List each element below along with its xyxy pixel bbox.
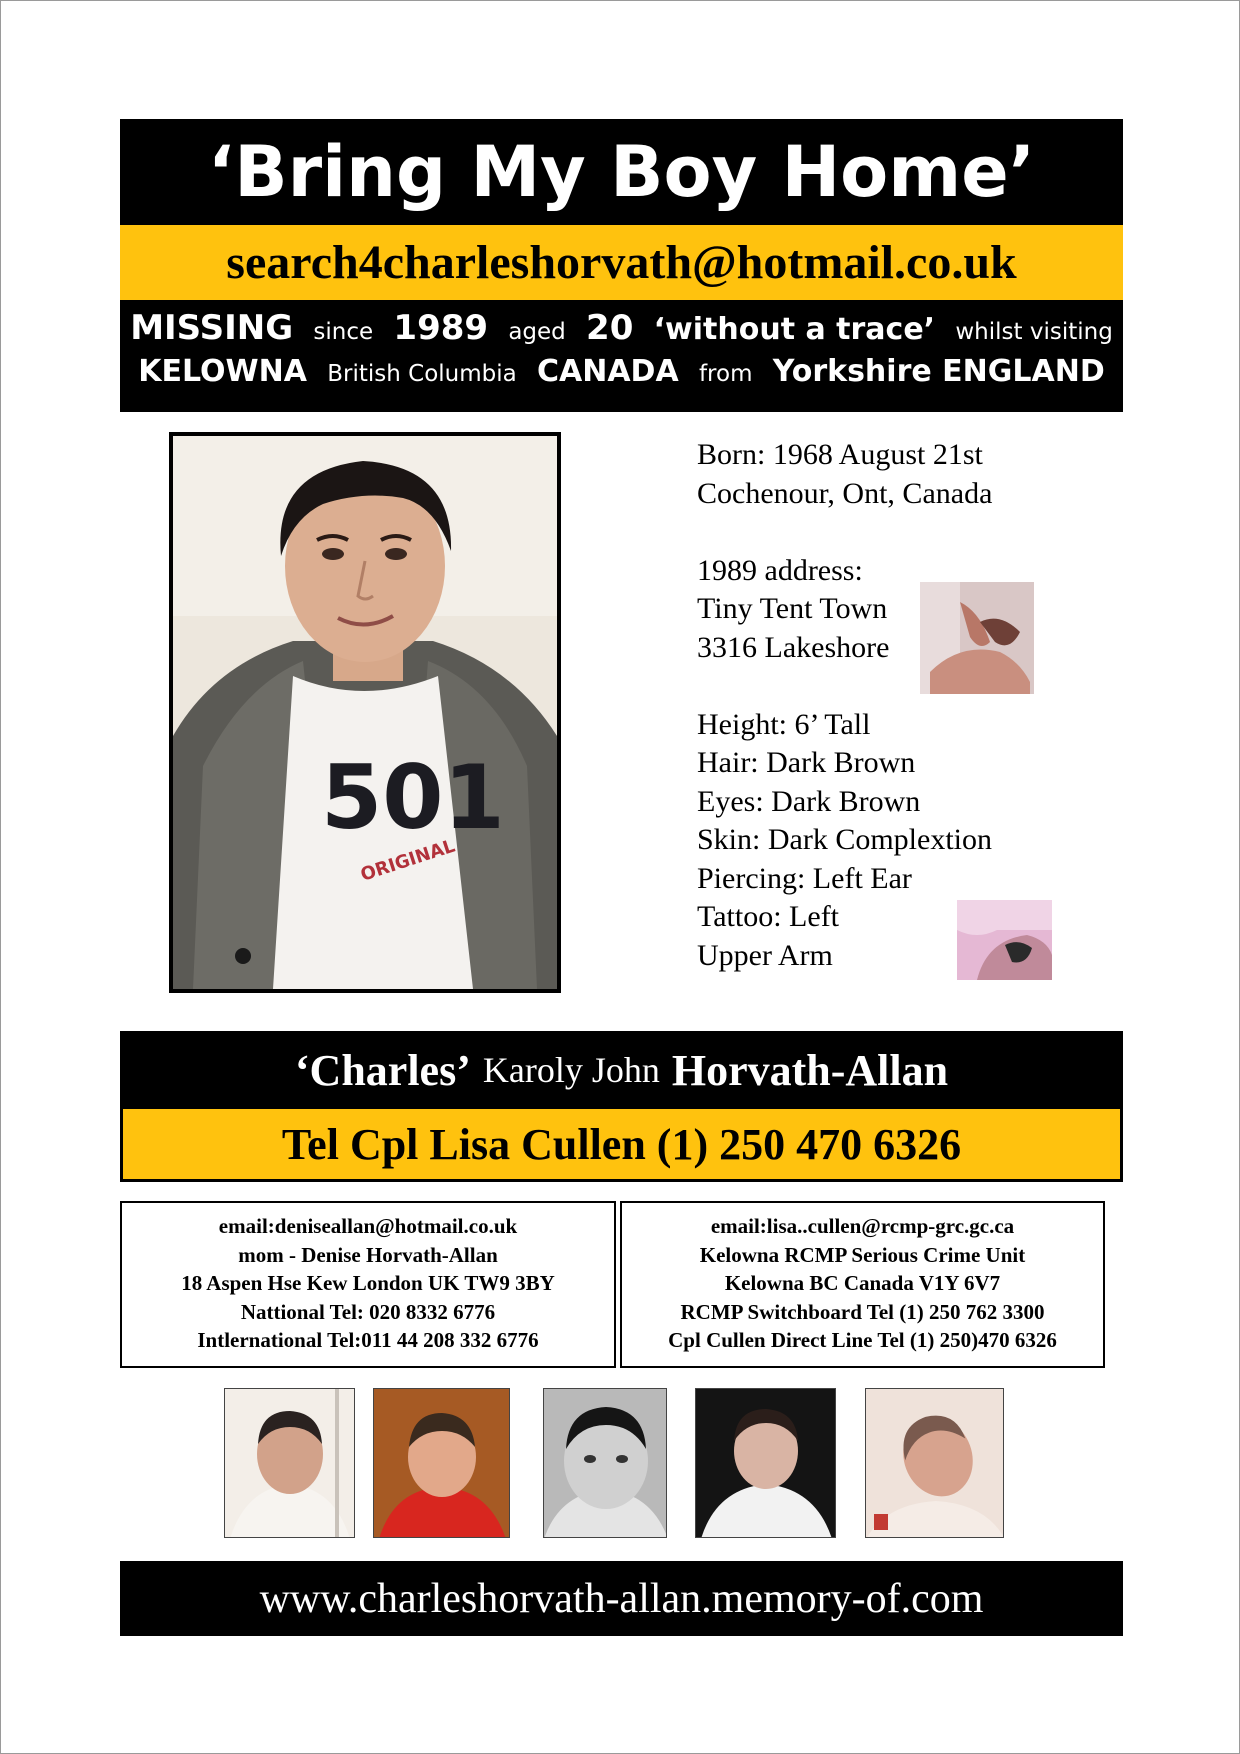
family-address: 18 Aspen Hse Kew London UK TW9 3BY bbox=[181, 1271, 555, 1296]
origin-text: Yorkshire ENGLAND bbox=[772, 354, 1105, 389]
portrait-photo bbox=[169, 432, 561, 993]
address-line-2: 3316 Lakeshore bbox=[697, 630, 890, 664]
province-text: British Columbia bbox=[327, 361, 517, 387]
snapshot-photo-4 bbox=[695, 1388, 836, 1538]
aged-word: aged bbox=[508, 319, 566, 345]
country-text: CANADA bbox=[537, 354, 679, 389]
police-address: Kelowna BC Canada V1Y 6V7 bbox=[724, 1271, 1001, 1296]
police-contact-box bbox=[620, 1201, 1105, 1368]
poster-title bbox=[120, 119, 1123, 225]
full-name-banner bbox=[120, 1031, 1123, 1109]
family-email[interactable]: email:deniseallan@hotmail.co.uk bbox=[218, 1214, 518, 1238]
police-direct-line: Cpl Cullen Direct Line Tel (1) 250)470 6326 bbox=[668, 1328, 1057, 1353]
tattoo-value-1: Tattoo: Left bbox=[697, 900, 840, 933]
hands-photo bbox=[920, 582, 1034, 694]
whilst-visiting-text: whilst visiting bbox=[955, 319, 1113, 345]
missing-summary bbox=[120, 300, 1123, 412]
family-name: mom - Denise Horvath-Allan bbox=[238, 1242, 498, 1267]
tattoo-value-2: Upper Arm bbox=[697, 938, 833, 972]
family-contact-box bbox=[120, 1201, 616, 1368]
personal-details bbox=[697, 436, 992, 975]
police-unit: Kelowna RCMP Serious Crime Unit bbox=[699, 1242, 1026, 1267]
hair-value: Hair: Dark Brown bbox=[697, 746, 916, 779]
skin-value: Skin: Dark Complextion bbox=[697, 823, 992, 856]
born-place: Cochenour, Ont, Canada bbox=[697, 476, 993, 510]
shirt-501-text: 501 bbox=[321, 746, 505, 849]
eyes-value: Eyes: Dark Brown bbox=[697, 784, 921, 818]
since-word: since bbox=[313, 319, 374, 345]
from-word: from bbox=[698, 361, 753, 387]
website-banner bbox=[120, 1561, 1123, 1636]
snapshot-photo-2 bbox=[373, 1388, 510, 1538]
contact-email-banner bbox=[120, 225, 1123, 300]
family-international-tel: Intlernational Tel:011 44 208 332 6776 bbox=[197, 1328, 539, 1353]
telephone-text: Tel Cpl Lisa Cullen (1) 250 470 6326 bbox=[281, 1119, 962, 1169]
title-text: ‘Bring My Boy Home’ bbox=[207, 131, 1036, 213]
missing-word: MISSING bbox=[130, 308, 294, 348]
name-nickname: ‘Charles’ bbox=[294, 1045, 471, 1095]
missing-age: 20 bbox=[586, 308, 634, 348]
snapshot-photo-1 bbox=[224, 1388, 355, 1538]
address-label: 1989 address: bbox=[697, 553, 863, 587]
telephone-banner bbox=[120, 1109, 1123, 1182]
missing-line-2 bbox=[120, 354, 1123, 389]
born-date: Born: 1968 August 21st bbox=[697, 438, 983, 471]
piercing-value: Piercing: Left Ear bbox=[697, 861, 912, 895]
name-surname: Horvath-Allan bbox=[671, 1045, 949, 1095]
name-middle: Karoly John bbox=[482, 1050, 660, 1090]
portrait-illustration bbox=[173, 436, 557, 989]
website-url[interactable]: www.charleshorvath-allan.memory-of.com bbox=[259, 1575, 984, 1622]
snapshot-photo-3 bbox=[543, 1388, 667, 1538]
family-national-tel: Nattional Tel: 020 8332 6776 bbox=[240, 1299, 496, 1324]
missing-line-1 bbox=[120, 308, 1123, 348]
police-switchboard: RCMP Switchboard Tel (1) 250 762 3300 bbox=[680, 1299, 1045, 1324]
without-trace-text: ‘without a trace’ bbox=[653, 312, 936, 347]
tattoo-photo bbox=[957, 900, 1052, 980]
police-email[interactable]: email:lisa..cullen@rcmp-grc.gc.ca bbox=[710, 1214, 1015, 1238]
snapshot-photo-5 bbox=[865, 1388, 1004, 1538]
shirt-original-text: ORIGINAL bbox=[358, 835, 458, 886]
banner-email: search4charleshorvath@hotmail.co.uk bbox=[226, 236, 1017, 289]
city-text: KELOWNA bbox=[138, 354, 307, 389]
missing-year: 1989 bbox=[393, 308, 489, 348]
address-line-1: Tiny Tent Town bbox=[697, 592, 888, 625]
height-value: Height: 6’ Tall bbox=[697, 707, 871, 741]
